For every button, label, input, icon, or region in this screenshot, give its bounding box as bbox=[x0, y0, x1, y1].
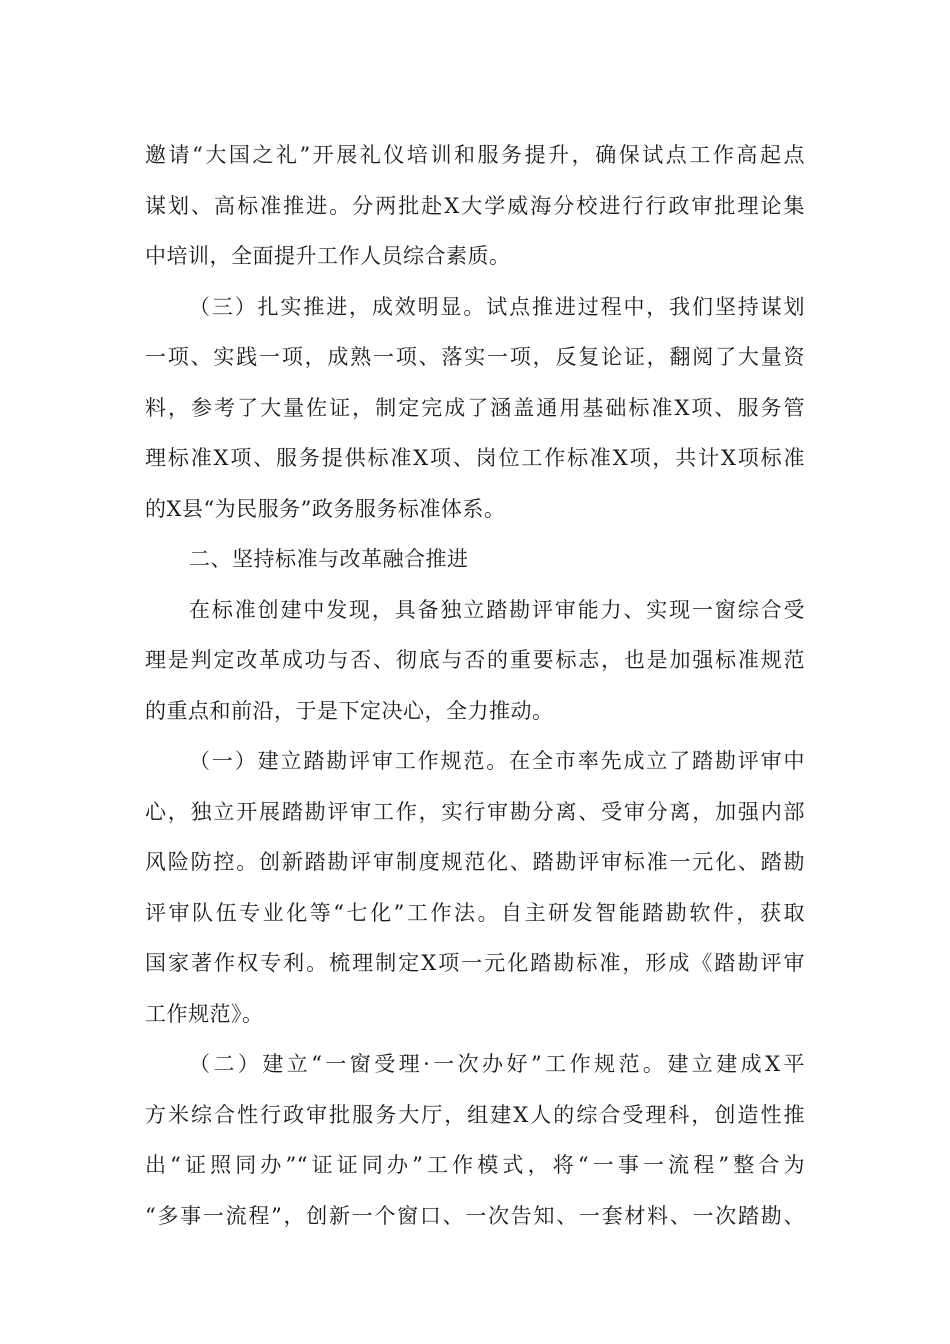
text-line: 理是判定改革成功与否、彻底与否的重要标志，也是加强标准规范 bbox=[145, 648, 805, 672]
text-line: 中培训，全面提升工作人员综合素质。 bbox=[145, 244, 511, 268]
text-line: 一项、实践一项，成熟一项、落实一项，反复论证，翻阅了大量资 bbox=[145, 345, 805, 369]
text-line: 料，参考了大量佐证，制定完成了涵盖通用基础标准X项、服务管 bbox=[145, 395, 805, 420]
document-body bbox=[145, 130, 805, 1241]
text-line: 工作规范》。 bbox=[145, 1001, 264, 1026]
text-line: 理标准X项、服务提供标准X项、岗位工作标准X项，共计X项标准 bbox=[145, 446, 805, 470]
text-line: 谋划、高标准推进。分两批赴X大学威海分校进行行政审批理论集 bbox=[145, 193, 805, 218]
text-line: （一）建立踏勘评审工作规范。在全市率先成立了踏勘评审中 bbox=[189, 749, 805, 773]
section-heading-two bbox=[145, 534, 805, 585]
text-line: 的重点和前沿，于是下定决心，全力推动。 bbox=[145, 698, 554, 723]
paragraph-intro bbox=[145, 585, 805, 737]
paragraph-subsection-one bbox=[145, 736, 805, 1039]
text-line: 心，独立开展踏勘评审工作，实行审勘分离、受审分离，加强内部 bbox=[145, 799, 805, 824]
text-line: 风险防控。创新踏勘评审制度规范化、踏勘评审标准一元化、踏勘 bbox=[145, 850, 805, 874]
text-line: （三）扎实推进，成效明显。试点推进过程中，我们坚持谋划 bbox=[189, 294, 805, 319]
text-line: 邀请“大国之礼”开展礼仪培训和服务提升，确保试点工作高起点 bbox=[145, 143, 805, 167]
section-heading: 二、坚持标准与改革融合推进 bbox=[189, 547, 469, 571]
text-line: 在标准创建中发现，具备独立踏勘评审能力、实现一窗综合受 bbox=[189, 597, 805, 622]
text-line: 方米综合性行政审批服务大厅，组建X人的综合受理科，创造性推 bbox=[145, 1102, 805, 1127]
paragraph-section-three bbox=[145, 282, 805, 535]
text-line: （二）建立“一窗受理·一次办好”工作规范。建立建成X平 bbox=[189, 1052, 805, 1076]
paragraph-subsection-two bbox=[145, 1039, 805, 1241]
text-line: 评审队伍专业化等“七化”工作法。自主研发智能踏勘软件，获取 bbox=[145, 900, 805, 925]
text-line: 出“证照同办”“证证同办”工作模式，将“一事一流程”整合为 bbox=[145, 1153, 805, 1177]
text-line: 国家著作权专利。梳理制定X项一元化踏勘标准，形成《踏勘评审 bbox=[145, 951, 805, 975]
text-line: “多事一流程”，创新一个窗口、一次告知、一套材料、一次踏勘、 bbox=[145, 1203, 805, 1228]
text-line: 的X县“为民服务”政务服务标准体系。 bbox=[145, 496, 506, 521]
paragraph-training bbox=[145, 130, 805, 282]
